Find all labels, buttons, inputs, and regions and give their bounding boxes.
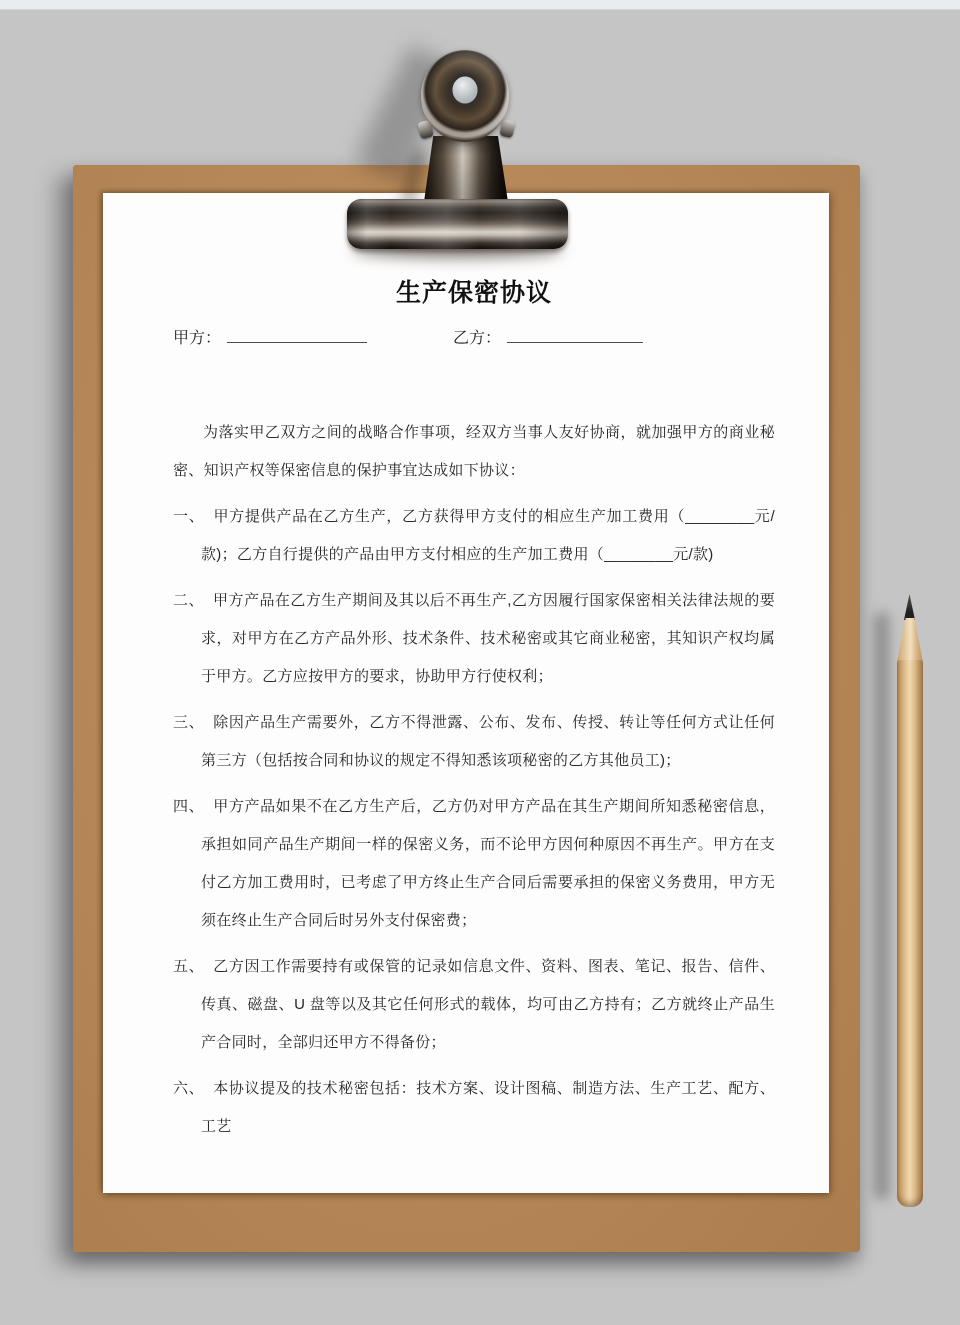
clip-ring — [421, 50, 509, 142]
pencil-sharpened-cone — [897, 618, 923, 662]
clause-text: 本协议提及的技术秘密包括：技术方案、设计图稿、制造方法、生产工艺、配方、工艺 — [201, 1080, 775, 1135]
clause-text: 甲方产品在乙方生产期间及其以后不再生产,乙方因履行国家保密相关法律法规的要求，对甲方在乙方产品外形、技术条件、技术秘密或其它商业秘密，其知识产权均属于甲方。乙方应按甲方的要求，协助甲方行使权利； — [201, 592, 775, 685]
document-body — [173, 414, 775, 1146]
clause-number: 六、 — [173, 1080, 205, 1097]
pencil-body — [897, 660, 923, 1207]
pencil-graphite-tip — [904, 594, 915, 620]
clause-item — [173, 948, 775, 1062]
intro-paragraph: 为落实甲乙双方之间的战略合作事项，经双方当事人友好协商，就加强甲方的商业秘密、知识产权等保密信息的保护事宜达成如下协议： — [173, 424, 775, 479]
party-b-label: 乙方： — [453, 330, 502, 347]
page-title: 生产保密协议 — [395, 279, 552, 307]
clip-spring-tab-right — [499, 119, 515, 138]
clause-text: 甲方产品如果不在乙方生产后，乙方仍对甲方产品在其生产期间所知悉秘密信息，承担如同产品生产期间一样的保密义务，而不论甲方因何种原因不再生产。甲方在支付乙方加工费用时，已考虑了甲方终止生产合同后需要承担的保密义务费用，甲方无须在终止生产合同后时另外支付保密费； — [201, 798, 775, 929]
clause-number: 二、 — [173, 592, 204, 609]
clip-clamp-bar — [347, 199, 568, 249]
clause-number: 一、 — [173, 508, 205, 525]
document-page — [103, 193, 829, 1193]
clause-number: 三、 — [173, 714, 205, 731]
clause-number: 五、 — [173, 958, 205, 975]
clause-item — [173, 498, 775, 574]
party-a-blank-line — [227, 324, 367, 343]
clause-text: 除因产品生产需要外，乙方不得泄露、公布、发布、传授、转让等任何方式让任何第三方（包括按合同和协议的规定不得知悉该项秘密的乙方其他员工)； — [201, 714, 775, 769]
party-b-blank-line — [507, 324, 643, 343]
clause-text: 甲方提供产品在乙方生产，乙方获得甲方支付的相应生产加工费用（________元/款)；乙方自行提供的产品由甲方支付相应的生产加工费用（________元/款) — [201, 508, 775, 563]
party-a-label: 甲方： — [173, 330, 222, 347]
top-strip — [0, 0, 960, 10]
party-a — [173, 324, 367, 352]
clause-item — [173, 788, 775, 940]
party-b — [453, 324, 643, 352]
clause-number: 四、 — [173, 798, 205, 815]
pencil-shadow — [874, 612, 889, 1200]
pencil — [870, 590, 930, 1210]
clause-text: 乙方因工作需要持有或保管的记录如信息文件、资料、图表、笔记、报告、信件、传真、磁盘、U 盘等以及其它任何形式的载体，均可由乙方持有；乙方就终止产品生产合同时，全部归还甲方不得备份； — [201, 958, 775, 1051]
clip-ring-hole — [453, 77, 478, 104]
clause-item — [173, 1070, 775, 1146]
clip-stem — [424, 136, 508, 202]
parties-row — [173, 326, 775, 352]
clause-item — [173, 582, 775, 696]
clause-item — [173, 704, 775, 780]
